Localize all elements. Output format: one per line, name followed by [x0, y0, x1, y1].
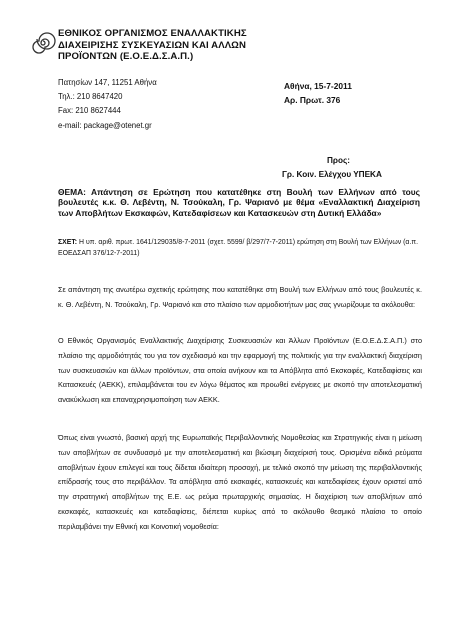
- reference-label: ΣΧΕΤ:: [58, 239, 78, 246]
- body-paragraph: Όπως είναι γνωστό, βασική αρχή της Ευρωπαϊκής Περιβαλλοντικής Νομοθεσίας και Στρατηγικής είναι η μείωση των αποβλήτων σε συνδυασμό με την αποτελεσματική και βιώσιμη διαχείρισή τους. Ορισμένα ειδικά ρεύματα αποβλήτων έχουν επιλεγεί και τους δίδεται ιδιαίτερη προσοχή, με τελικό σκοπό την μείωση της περιβαλλοντικής επίδρασής τους στο περιβάλλον. Τα απόβλητα από εκσκαφές, κατασκευές και κατεδαφίσεις έχουν οριστεί από την στρατηγική αποβλήτων της Ε.Ε. ως ρεύμα πρωταρχικής σημασίας. Η διαχείριση των αποβλήτων από εκσκαφές, κατασκευές και κατεδαφίσεις, διέπεται κυρίως από το ακόλουθο θεσμικό πλαίσιο το οποίο περιλαμβάνει την Εθνική και Κοινοτική νομοθεσία:: [58, 433, 422, 531]
- body-paragraph: Ο Εθνικός Οργανισμός Εναλλακτικής Διαχείρισης Συσκευασιών και Άλλων Προϊόντων (Ε.Ο.Ε.Δ.Σ.Α.Π.) στο πλαίσιο της αρμοδιότητάς του για τον σχεδιασμό και την εφαρμογή της πολιτικής για την εναλλακτική διαχείριση των συσκευασιών και άλλων προϊόντων, στα οποία ανήκουν και τα Απόβλητα από Εκσκαφές, Κατεδαφίσεις και Κατασκευές (ΑΕΚΚ), επιλαμβάνεται του εν λόγω θέματος και προωθεί ενέργειες με σκοπό την αποτελεσματική ανακύκλωση και επαναχρησιμοποίηση των ΑΕΚΚ.: [58, 336, 422, 405]
- address: Πατησίων 147, 11251 Αθήνα: [58, 78, 157, 87]
- organization-name: [58, 28, 318, 63]
- recipient: Γρ. Κοιν. Ελέγχου ΥΠΕΚΑ: [282, 170, 382, 179]
- subject-line: ΘΕΜΑ: Απάντηση σε Ερώτηση που κατατέθηκε στη Βουλή των Ελλήνων από τους βουλευτές κ.κ. Θ. Λεβέντη, Ν. Τσούκαλη, Γρ. Ψαριανό με θέμα «Εναλλακτική Διαχείριση των Αποβλήτων Εκσκαφών, Κατεδαφίσεων και Κατασκευών στη Δυτική Ελλάδα»: [58, 187, 420, 218]
- org-line: ΔΙΑΧΕΙΡΙΣΗΣ ΣΥΣΚΕΥΑΣΙΩΝ ΚΑΙ ΑΛΛΩΝ: [58, 39, 247, 51]
- reference-text: Η υπ. αριθ. πρωτ. 1641/129035/8-7-2011 (σχετ. 5599/ β/297/7-7-2011) ερώτηση στη Βουλή των Ελλήνων (α.π. ΕΟΕΔΣΑΠ 376/12-7-2011): [58, 239, 418, 257]
- org-line: ΠΡΟΪΟΝΤΩΝ (Ε.Ο.Ε.Δ.Σ.Α.Π.): [58, 51, 194, 62]
- org-line: ΕΘΝΙΚΟΣ ΟΡΓΑΝΙΣΜΟΣ ΕΝΑΛΛΑΚΤΙΚΗΣ: [58, 28, 247, 39]
- letter-date: Αθήνα, 15-7-2011: [284, 81, 352, 91]
- spiral-logo-icon: [30, 30, 56, 56]
- email: e-mail: package@otenet.gr: [58, 120, 152, 130]
- contact-block: [58, 76, 157, 133]
- phone: Τηλ.: 210 8647420: [58, 92, 123, 102]
- fax: Fax: 210 8627444: [58, 106, 121, 116]
- protocol-number: Αρ. Πρωτ. 376: [284, 95, 341, 105]
- reference: [58, 238, 418, 259]
- body-paragraph: Σε απάντηση της ανωτέρω σχετικής ερώτησης που κατατέθηκε στη Βουλή των Ελλήνων από τους βουλευτές κ. κ. Θ. Λεβέντη, Ν. Τσούκαλη, Γρ. Ψαριανό και στο πλαίσιο των αρμοδιοτήτων μας σας γνωρίζουμε τα ακόλουθα:: [58, 285, 422, 309]
- to-label: Προς:: [327, 156, 350, 165]
